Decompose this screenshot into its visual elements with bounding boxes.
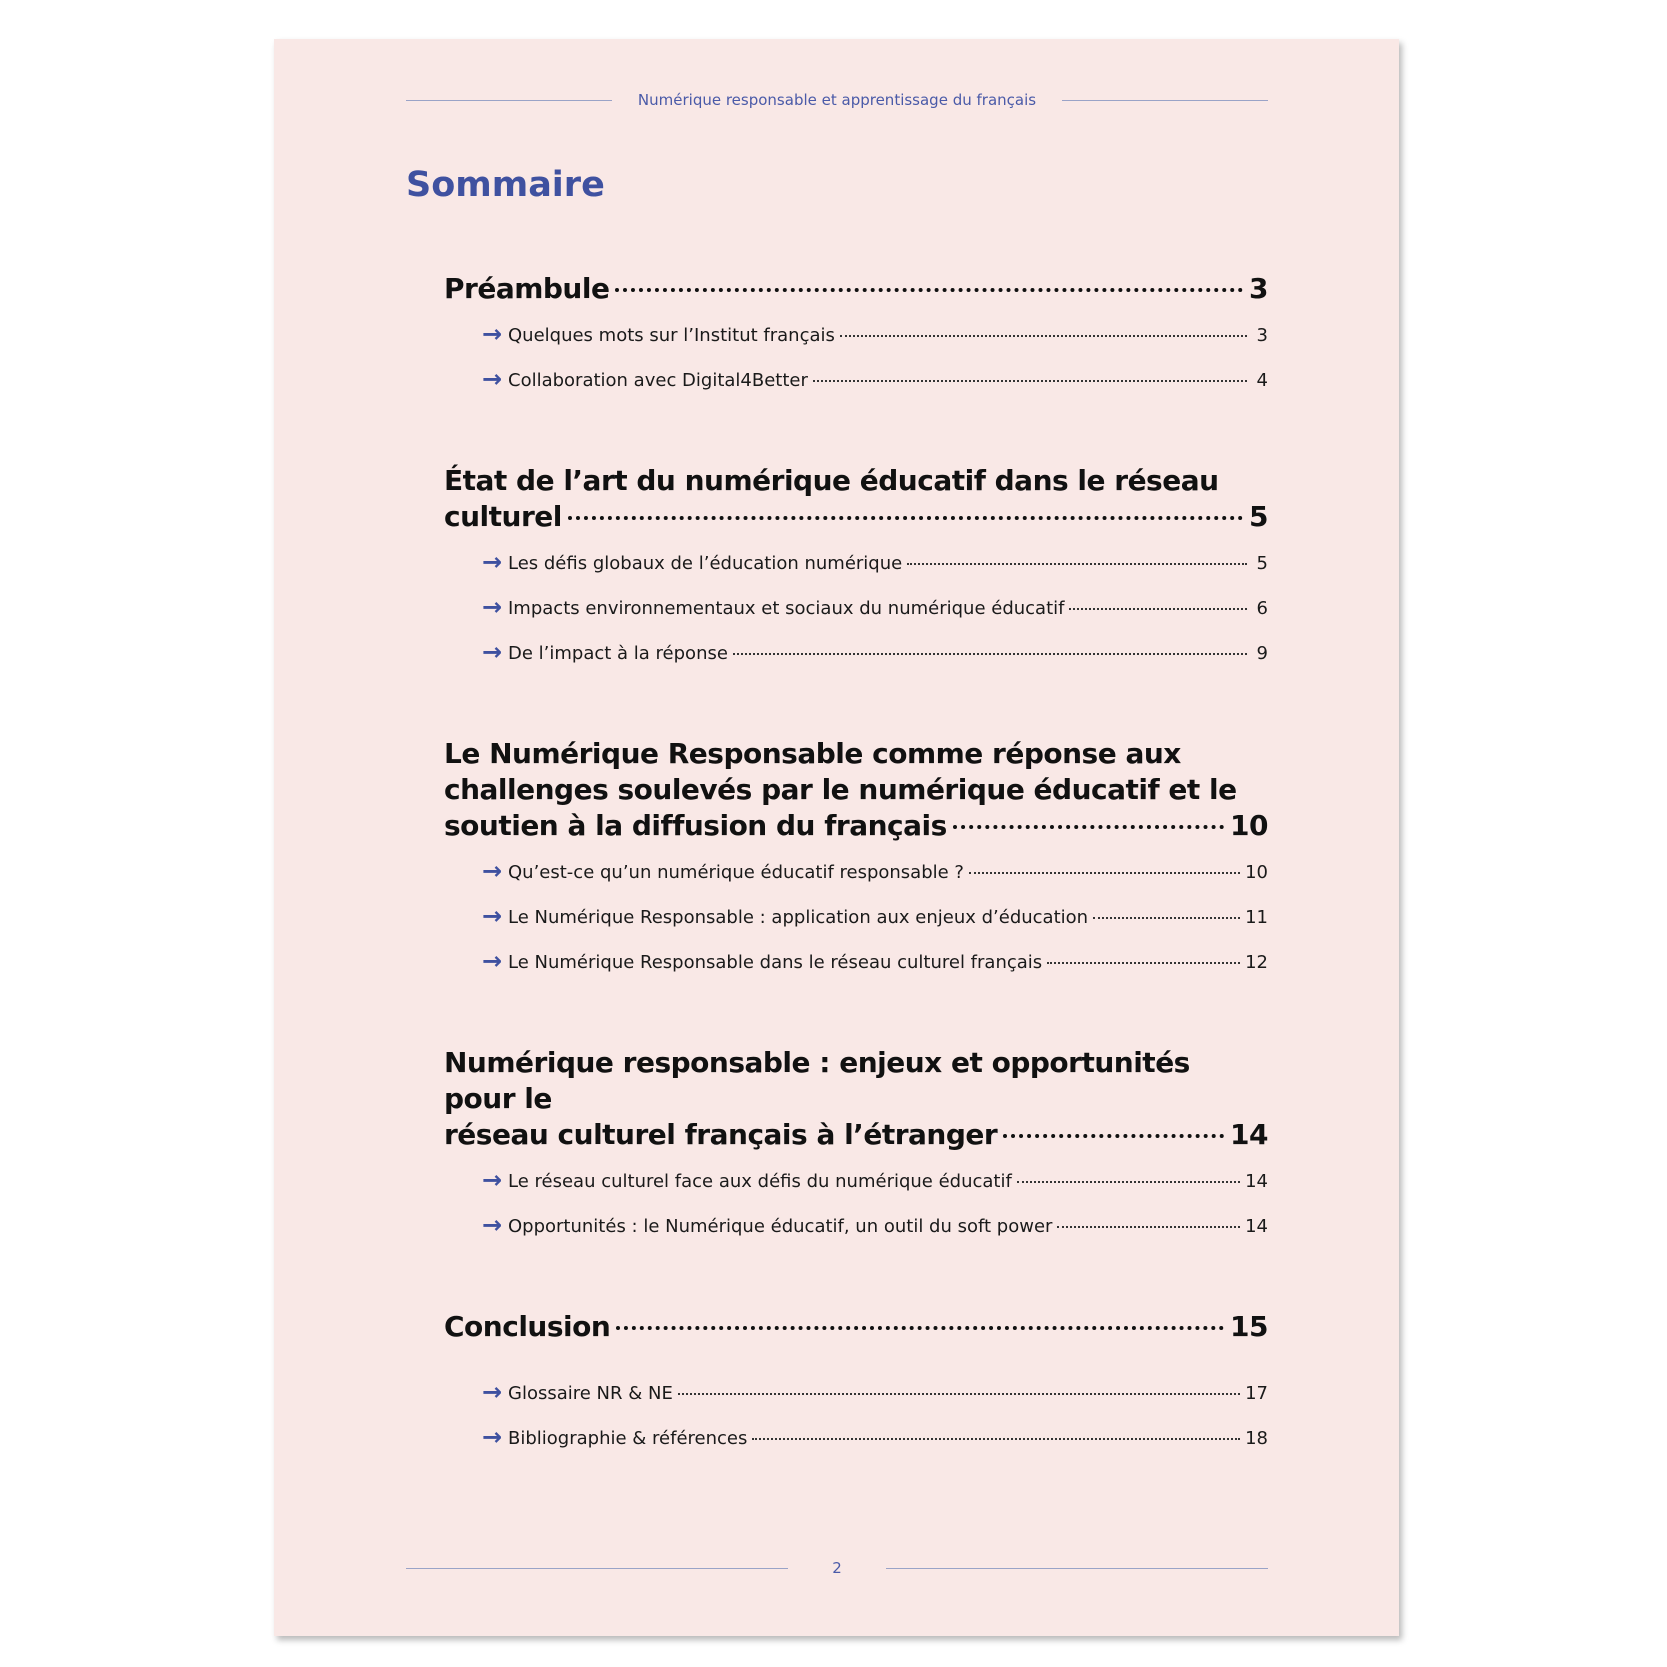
toc-section-etat-de-l-art[interactable] — [444, 463, 1268, 684]
subsection-list — [444, 858, 1268, 993]
section-title-text: Conclusion — [444, 1310, 611, 1343]
section-title-line: État de l’art du numérique éducatif dans le réseau — [444, 464, 1219, 497]
toc-item-page: 12 — [1245, 952, 1268, 973]
dot-leader — [678, 1393, 1240, 1395]
section-page-number: 10 — [1230, 809, 1268, 842]
section-title-last-line — [444, 808, 1268, 844]
dot-leader — [907, 563, 1247, 565]
toc-item-label: Le Numérique Responsable dans le réseau culturel français — [508, 952, 1043, 973]
section-title-text: réseau culturel français à l’étranger — [444, 1118, 998, 1151]
toc-item[interactable] — [482, 1212, 1268, 1257]
dot-leader — [953, 825, 1224, 829]
toc-section-enjeux-opportunites[interactable] — [444, 1045, 1268, 1257]
running-header — [406, 91, 1268, 109]
toc-section-preambule[interactable] — [444, 271, 1268, 411]
arrow-right-icon: → — [482, 548, 503, 576]
appendix-list — [444, 1379, 1268, 1469]
arrow-right-icon: → — [482, 857, 503, 885]
section-title[interactable] — [444, 736, 1268, 844]
subsection-list — [444, 549, 1268, 684]
arrow-right-icon: → — [482, 1211, 503, 1239]
section-title[interactable] — [444, 271, 1268, 307]
toc-item-label: Glossaire NR & NE — [508, 1383, 673, 1404]
toc-item-page: 14 — [1245, 1171, 1268, 1192]
arrow-right-icon: → — [482, 320, 503, 348]
section-title-line: Numérique responsable : enjeux et opportunités pour le — [444, 1046, 1190, 1115]
dot-leader — [1047, 962, 1240, 964]
section-title[interactable] — [444, 1045, 1268, 1153]
toc-item[interactable] — [482, 549, 1268, 594]
toc-item-label: Le réseau culturel face aux défis du numérique éducatif — [508, 1171, 1012, 1192]
dot-leader — [1069, 608, 1247, 610]
toc-item-label: Collaboration avec Digital4Better — [508, 370, 808, 391]
footer-rule-right — [886, 1568, 1268, 1569]
dot-leader — [615, 288, 1243, 292]
table-of-contents — [444, 271, 1268, 1469]
toc-item-label: Quelques mots sur l’Institut français — [508, 325, 835, 346]
dot-leader — [568, 516, 1243, 520]
toc-item-glossaire[interactable] — [482, 1379, 1268, 1424]
subsection-list — [444, 321, 1268, 411]
section-page-number: 5 — [1249, 500, 1268, 533]
toc-item-page: 6 — [1256, 598, 1268, 619]
section-title[interactable] — [444, 1309, 1268, 1345]
header-rule-left — [406, 100, 612, 101]
subsection-list — [444, 1167, 1268, 1257]
header-text: Numérique responsable et apprentissage du français — [637, 91, 1037, 109]
toc-item-page: 9 — [1256, 643, 1268, 664]
dot-leader — [1003, 1134, 1224, 1138]
toc-item-page: 5 — [1256, 553, 1268, 574]
arrow-right-icon: → — [482, 365, 503, 393]
toc-item-page: 17 — [1245, 1383, 1268, 1404]
toc-item-page: 11 — [1245, 907, 1268, 928]
document-page — [274, 39, 1399, 1636]
toc-item[interactable] — [482, 594, 1268, 639]
toc-item-label: Le Numérique Responsable : application aux enjeux d’éducation — [508, 907, 1089, 928]
page-title: Sommaire — [406, 165, 605, 205]
arrow-right-icon: → — [482, 1378, 503, 1406]
dot-leader — [969, 872, 1240, 874]
section-title-last-line — [444, 1117, 1268, 1153]
toc-item[interactable] — [482, 366, 1268, 411]
dot-leader — [1057, 1226, 1240, 1228]
dot-leader — [840, 335, 1247, 337]
dot-leader — [813, 380, 1247, 382]
toc-item-label: Impacts environnementaux et sociaux du numérique éducatif — [508, 598, 1065, 619]
toc-item-page: 18 — [1245, 1428, 1268, 1449]
dot-leader — [616, 1326, 1224, 1330]
arrow-right-icon: → — [482, 593, 503, 621]
footer-rule-left — [406, 1568, 788, 1569]
toc-item[interactable] — [482, 639, 1268, 684]
dot-leader — [1093, 917, 1240, 919]
toc-item-label: Les défis globaux de l’éducation numérique — [508, 553, 903, 574]
toc-item-page: 10 — [1245, 862, 1268, 883]
toc-item[interactable] — [482, 321, 1268, 366]
section-title[interactable] — [444, 463, 1268, 535]
section-title-line: Le Numérique Responsable comme réponse aux challenges soulevés par le numérique éducatif et le — [444, 737, 1237, 806]
toc-section-numerique-responsable[interactable] — [444, 736, 1268, 993]
toc-item-label: Qu’est-ce qu’un numérique éducatif responsable ? — [508, 862, 964, 883]
toc-item-label: Opportunités : le Numérique éducatif, un outil du soft power — [508, 1216, 1053, 1237]
arrow-right-icon: → — [482, 947, 503, 975]
section-title-text: culturel — [444, 500, 562, 533]
section-page-number: 3 — [1249, 272, 1268, 305]
dot-leader — [752, 1438, 1240, 1440]
toc-item-label: Bibliographie & références — [508, 1428, 748, 1449]
toc-item-label: De l’impact à la réponse — [508, 643, 728, 664]
arrow-right-icon: → — [482, 638, 503, 666]
dot-leader — [733, 653, 1247, 655]
page-footer — [406, 1559, 1268, 1577]
section-page-number: 15 — [1230, 1310, 1268, 1343]
toc-item[interactable] — [482, 858, 1268, 903]
dot-leader — [1017, 1181, 1240, 1183]
toc-item[interactable] — [482, 903, 1268, 948]
toc-item[interactable] — [482, 948, 1268, 993]
section-title-text: Préambule — [444, 272, 610, 305]
header-rule-right — [1062, 100, 1268, 101]
toc-item-page: 3 — [1256, 325, 1268, 346]
page-number: 2 — [832, 1559, 842, 1577]
section-title-text: soutien à la diffusion du français — [444, 809, 947, 842]
toc-section-conclusion[interactable] — [444, 1309, 1268, 1345]
arrow-right-icon: → — [482, 1423, 503, 1451]
section-title-last-line — [444, 499, 1268, 535]
toc-item-page: 4 — [1256, 370, 1268, 391]
section-page-number: 14 — [1230, 1118, 1268, 1151]
toc-item[interactable] — [482, 1167, 1268, 1212]
arrow-right-icon: → — [482, 1166, 503, 1194]
arrow-right-icon: → — [482, 902, 503, 930]
toc-item-page: 14 — [1245, 1216, 1268, 1237]
toc-item-bibliographie[interactable] — [482, 1424, 1268, 1469]
